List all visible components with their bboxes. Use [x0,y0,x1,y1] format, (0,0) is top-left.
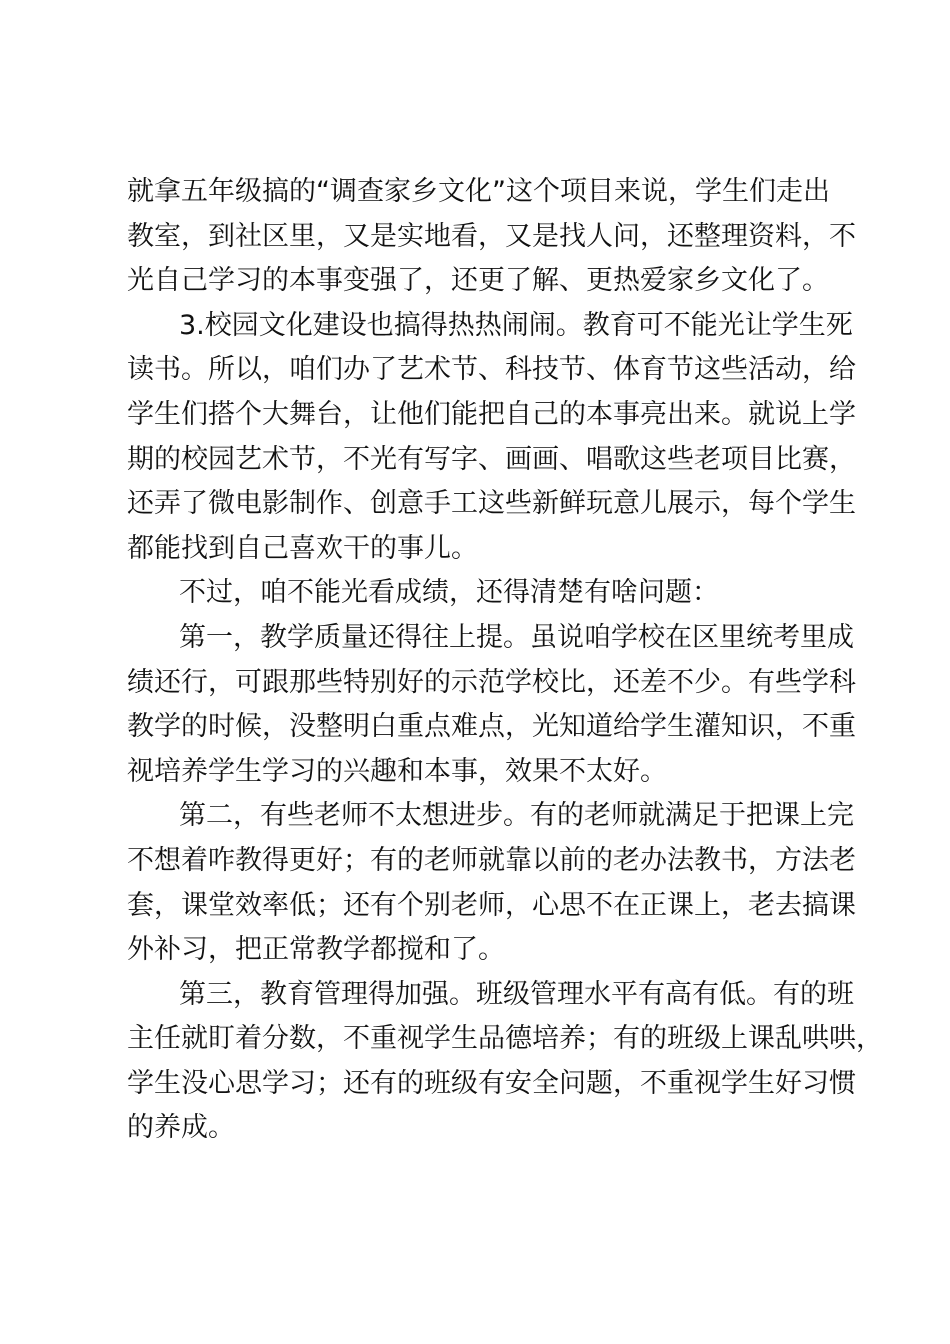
text-line: 教室，到社区里，又是实地看，又是找人问，还整理资料，不 [127,220,856,252]
paragraph-start-line: 第三，教育管理得加强。班级管理水平有高有低。有的班 [179,978,854,1010]
text-line: 期的校园艺术节，不光有写字、画画、唱歌这些老项目比赛， [127,443,856,475]
text-line: 绩还行，可跟那些特别好的示范学校比，还差不少。有些学科 [127,666,856,698]
text-line: 套，课堂效率低；还有个别老师，心思不在正课上，老去搞课 [127,889,856,921]
paragraph-start-line: 第一，教学质量还得往上提。虽说咱学校在区里统考里成 [179,621,854,653]
text-line: 外补习，把正常教学都搅和了。 [127,934,505,966]
text-line: 读书。所以，咱们办了艺术节、科技节、体育节这些活动，给 [127,354,856,386]
paragraph-start-line: 3.校园文化建设也搞得热热闹闹。教育可不能光让学生死 [179,309,853,341]
text-line: 还弄了微电影制作、创意手工这些新鲜玩意儿展示，每个学生 [127,488,856,520]
text-line: 的养成。 [127,1112,235,1144]
paragraph-start-line: 第二，有些老师不太想进步。有的老师就满足于把课上完 [179,800,854,832]
paragraph-start-line: 不过，咱不能光看成绩，还得清楚有啥问题： [179,577,719,609]
text-line: 就拿五年级搞的“调查家乡文化”这个项目来说，学生们走出 [127,176,830,207]
text-line: 不想着咋教得更好；有的老师就靠以前的老办法教书，方法老 [127,844,856,876]
text-line: 学生们搭个大舞台，让他们能把自己的本事亮出来。就说上学 [127,398,856,430]
text-line: 都能找到自己喜欢干的事儿。 [127,532,478,564]
text-line: 学生没心思学习；还有的班级有安全问题，不重视学生好习惯 [127,1067,856,1099]
text-line: 光自己学习的本事变强了，还更了解、更热爱家乡文化了。 [127,265,829,297]
text-line: 教学的时候，没整明白重点难点，光知道给学生灌知识，不重 [127,711,856,743]
text-line: 视培养学生学习的兴趣和本事，效果不太好。 [127,755,667,787]
body-text [127,170,883,1151]
text-line: 主任就盯着分数，不重视学生品德培养；有的班级上课乱哄哄， [127,1023,883,1055]
